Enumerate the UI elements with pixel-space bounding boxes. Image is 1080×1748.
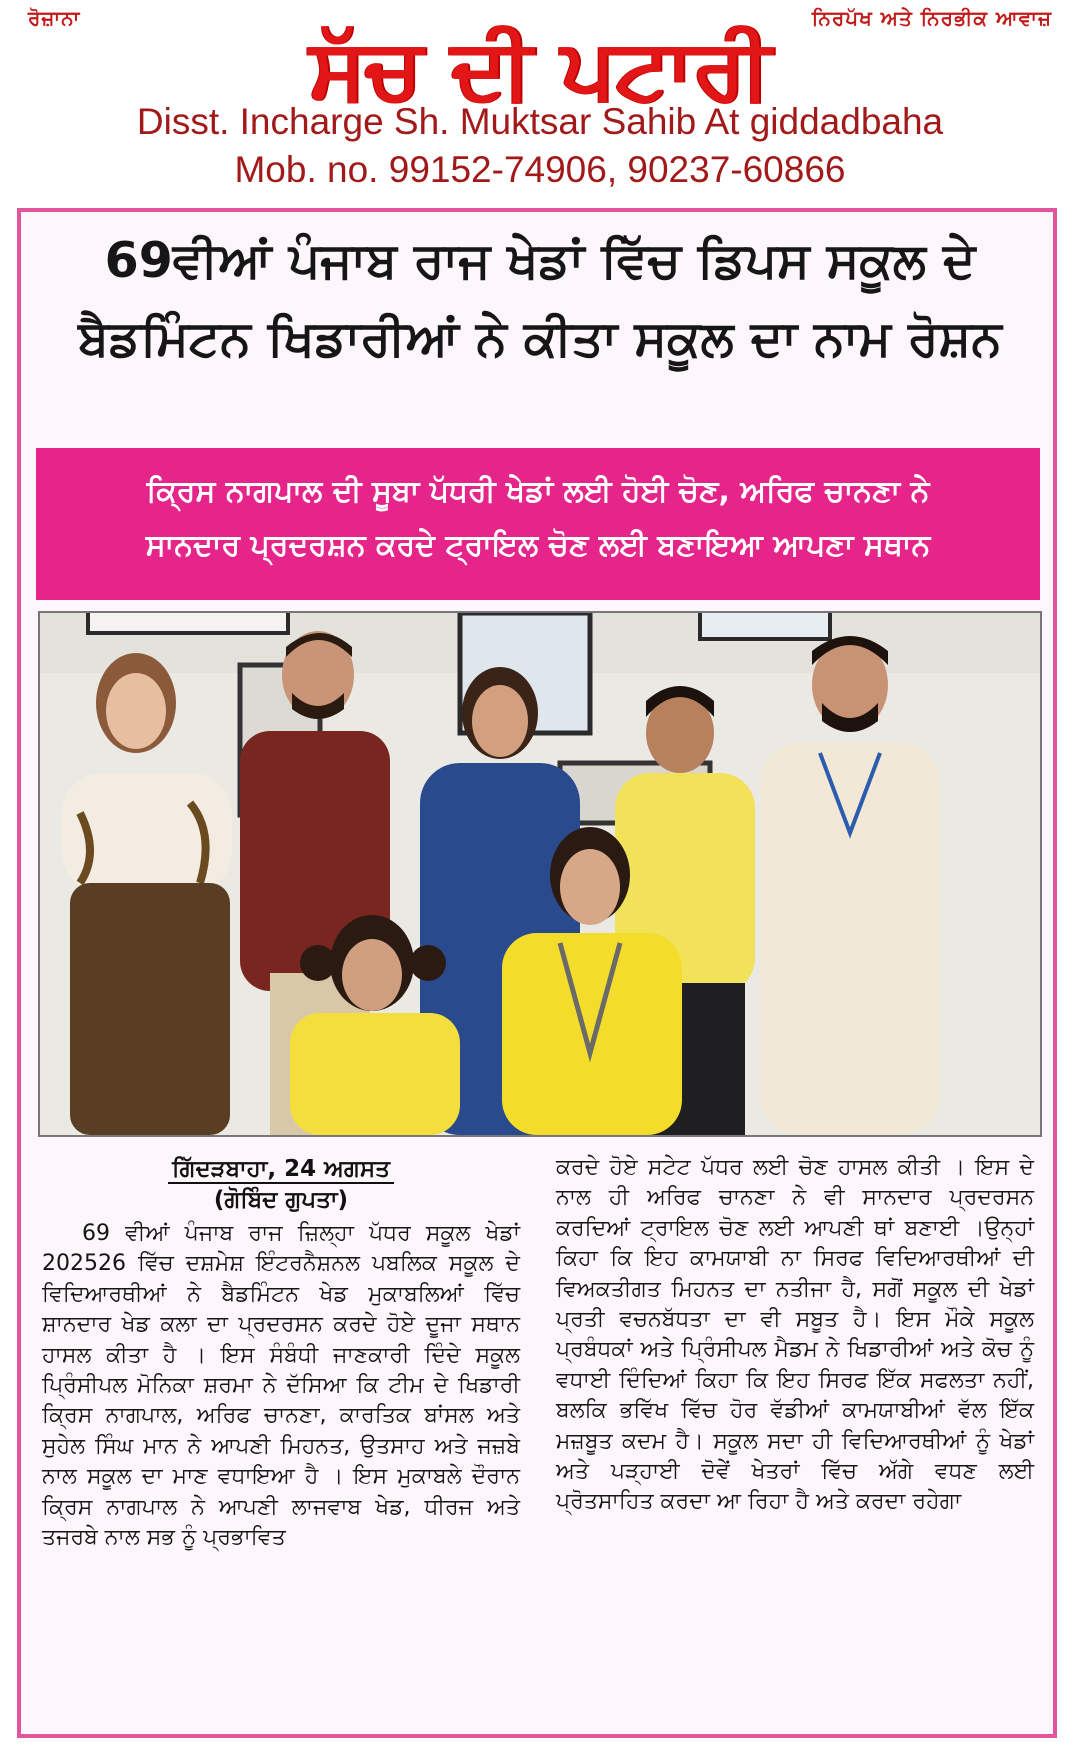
district-incharge-line: Disst. Incharge Sh. Muktsar Sahib At giddadbaha [136, 101, 944, 142]
group-photo [38, 611, 1042, 1137]
article-body-right: ਕਰਦੇ ਹੋਏ ਸਟੇਟ ਪੱਧਰ ਲਈ ਚੋਣ ਹਾਸਲ ਕੀਤੀ । ਇਸ ਦੇ ਨਾਲ ਹੀ ਅਰਿਫ ਚਾਨਣਾ ਨੇ ਵੀ ਸਾਨਦਾਰ ਪ੍ਰਦਰਸਨ ਕਰਦਿਆਂ ਟ੍ਰਾਇਲ ਚੋਣ ਲਈ ਆਪਣੀ ਥਾਂ ਬਣਾਈ ।ਉਨ੍ਹਾਂ ਕਿਹਾ ਕਿ ਇਹ ਕਾਮਯਾਬੀ ਨਾ ਸਿਰਫ ਵਿਦਿਆਰਥੀਆਂ ਦੀ ਵਿਅਕਤੀਗਤ ਮਿਹਨਤ ਦਾ ਨਤੀਜਾ ਹੈ, ਸਗੋਂ ਸਕੂਲ ਦੀ ਖੇਡਾਂ ਪ੍ਰਤੀ ਵਚਨਬੱਧਤਾ ਦਾ ਵੀ ਸਬੂਤ ਹੈ। ਇਸ ਮੌਕੇ ਸਕੂਲ ਪ੍ਰਬੰਧਕਾਂ ਅਤੇ ਪ੍ਰਿੰਸੀਪਲ ਮੈਡਮ ਨੇ ਖਿਡਾਰੀਆਂ ਅਤੇ ਕੋਚ ਨੂੰ ਵਧਾਈ ਦਿੰਦਿਆਂ ਕਿਹਾ ਕਿ ਇਹ ਸਿਰਫ ਇੱਕ ਸਫਲਤਾ ਨਹੀਂ, ਬਲਕਿ ਭਵਿੱਖ ਵਿੱਚ ਹੋਰ ਵੱਡੀਆਂ ਕਾਮਯਾਬੀਆਂ ਵੱਲ ਇੱਕ ਮਜ਼ਬੂਤ ਕਦਮ ਹੈ। ਸਕੂਲ ਸਦਾ ਹੀ ਵਿਦਿਆਰਥੀਆਂ ਨੂੰ ਖੇਡਾਂ ਅਤੇ ਪੜ੍ਹਾਈ ਦੋਵੇਂ ਖੇਤਰਾਂ ਵਿੱਚ ਅੱਗੇ ਵਧਣ ਲਈ ਪ੍ਰੋਤਸਾਹਿਤ ਕਰਦਾ ਆ ਰਿਹਾ ਹੈ ਅਤੇ ਕਰਦਾ ਰਹੇਗਾ [556, 1155, 1034, 1515]
subheadline-line-2: ਸਾਨਦਾਰ ਪ੍ਰਦਰਸ਼ਨ ਕਰਦੇ ਟ੍ਰਾਇਲ ਚੋਣ ਲਈ ਬਣਾਇਆ ਆਪਣਾ ਸਥਾਨ [145, 528, 931, 563]
headline-line-2: ਬੈਡਮਿੰਟਨ ਖਿਡਾਰੀਆਂ ਨੇ ਕੀਤਾ ਸਕੂਲ ਦਾ ਨਾਮ ਰੋਸ਼ਨ [78, 310, 1002, 367]
masthead-tagline-left: ਰੋਜ਼ਾਨਾ [28, 6, 81, 30]
newspaper-title: ਸੱਚ ਦੀ ਪਟਾਰੀ [309, 20, 771, 118]
article-column-right [556, 1153, 1034, 1518]
person-girl-yellow [290, 915, 460, 1135]
masthead [0, 0, 1080, 200]
article-column-left [42, 1153, 520, 1553]
article-body-left: 69 ਵੀਆਂ ਪੰਜਾਬ ਰਾਜ ਜ਼ਿਲ੍ਹਾ ਪੱਧਰ ਸਕੂਲ ਖੇਡਾਂ 202526 ਵਿੱਚ ਦਸ਼ਮੇਸ਼ ਇੰਟਰਨੈਸ਼ਨਲ ਪਬਲਿਕ ਸਕੂਲ ਦੇ ਵਿਦਿਆਰਥੀਆਂ ਨੇ ਬੈਡਮਿੰਟਨ ਖੇਡ ਮੁਕਾਬਲਿਆਂ ਵਿੱਚ ਸ਼ਾਨਦਾਰ ਖੇਡ ਕਲਾ ਦਾ ਪ੍ਰਦਰਸਨ ਕਰਦੇ ਹੋਏ ਦੂਜਾ ਸਥਾਨ ਹਾਸਲ ਕੀਤਾ ਹੈ । ਇਸ ਸੰਬੰਧੀ ਜਾਣਕਾਰੀ ਦਿੰਦੇ ਸਕੂਲ ਪ੍ਰਿੰਸੀਪਲ ਮੋਨਿਕਾ ਸ਼ਰਮਾ ਨੇ ਦੱਸਿਆ ਕਿ ਟੀਮ ਦੇ ਖਿਡਾਰੀ ਕ੍ਰਿਸ ਨਾਗਪਾਲ, ਅਰਿਫ ਚਾਨਣਾ, ਕਾਰਤਿਕ ਬਾਂਸਲ ਅਤੇ ਸੁਹੇਲ ਸਿੰਘ ਮਾਨ ਨੇ ਆਪਣੀ ਮਿਹਨਤ, ਉਤਸਾਹ ਅਤੇ ਜਜ਼ਬੇ ਨਾਲ ਸਕੂਲ ਦਾ ਮਾਣ ਵਧਾਇਆ ਹੈ । ਇਸ ਮੁਕਾਬਲੇ ਦੌਰਾਨ ਕ੍ਰਿਸ ਨਾਗਪਾਲ ਨੇ ਆਪਣੀ ਲਾਜਵਾਬ ਖੇਡ, ਧੀਰਜ ਅਤੇ ਤਜਰਬੇ ਨਾਲ ਸਭ ਨੂੰ ਪ੍ਰਭਾਵਿਤ [42, 1221, 520, 1551]
group-photo-illustration [40, 613, 1040, 1135]
mobile-numbers-line: Mob. no. 99152-74906, 90237-60866 [234, 149, 846, 190]
article-headline [24, 222, 1056, 378]
subheadline-band [36, 448, 1040, 600]
article-dateline [42, 1153, 520, 1185]
article-byline: (ਗੋਬਿੰਦ ਗੁਪਤਾ) [213, 1187, 349, 1213]
dateline-text: ਗਿੱਦੜਬਾਹਾ, 24 ਅਗਸਤ [168, 1156, 394, 1184]
masthead-tagline-right: ਨਿਰਪੱਖ ਅਤੇ ਨਿਰਭੀਕ ਆਵਾਜ਼ [811, 6, 1052, 30]
headline-line-1: 69ਵੀਆਂ ਪੰਜਾਬ ਰਾਜ ਖੇਡਾਂ ਵਿੱਚ ਡਿਪਸ ਸਕੂਲ ਦੇ [104, 232, 976, 289]
subheadline-line-1: ਕ੍ਰਿਸ ਨਾਗਪਾਲ ਦੀ ਸੂਬਾ ਪੱਧਰੀ ਖੇਡਾਂ ਲਈ ਹੋਈ ਚੋਣ, ਅਰਿਫ ਚਾਨਣਾ ਨੇ [146, 474, 930, 509]
